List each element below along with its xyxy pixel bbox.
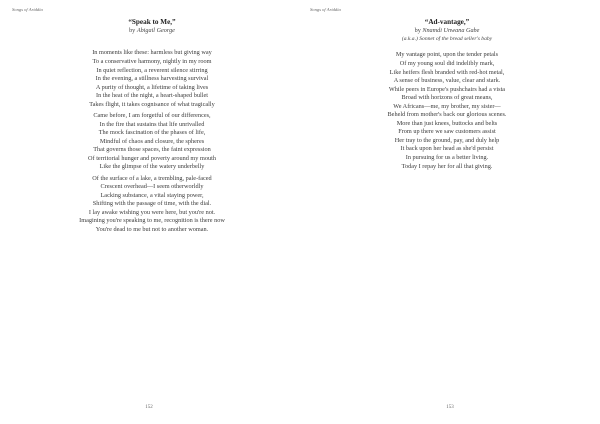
poem-line: In the heat of the night, a heart-shaped bullet xyxy=(96,92,208,100)
poem-subtitle: (a.k.a.) Sonnet of the bread seller's baby xyxy=(401,36,493,43)
poem-ad-vantage xyxy=(308,18,586,171)
poem-line: In moments like these: harmless but giving way xyxy=(92,49,212,57)
poem-author: Nnamdi Unwana Gabe xyxy=(422,27,480,34)
poem-line: Crescent overhead—I seem otherworldly xyxy=(100,183,204,191)
poem-line: A sense of business, value, clear and stark. xyxy=(393,77,501,85)
page-number: 152 xyxy=(145,405,153,410)
poem-line: Of my young soul did indelibly mark, xyxy=(399,59,495,67)
poem-line: The mock fascination of the phases of life, xyxy=(98,129,206,137)
poem-byline xyxy=(308,27,586,35)
byline-by: by xyxy=(414,27,421,34)
poem-line: In the evening, a stillness harvesting survival xyxy=(95,75,209,83)
running-head: Songs of Ariddia xyxy=(310,7,341,12)
poem-line: A purity of thought, a lifetime of taking lives xyxy=(95,83,209,91)
poem-line: In pursuing for us a better living. xyxy=(405,153,489,161)
poem-line: Like heifers flesh branded with red-hot metal, xyxy=(389,68,505,76)
poem-speak-to-me xyxy=(20,18,284,234)
poem-line: Came before, I am forgetful of our differences, xyxy=(93,112,211,120)
poem-line: To a conservative harmony, nightly in my room xyxy=(92,57,212,65)
poem-line: Of territorial hunger and poverty around my mouth xyxy=(88,154,216,162)
stanza xyxy=(20,49,284,109)
poem-line: In the fire that sustains that life unrivalled xyxy=(99,120,205,128)
poem-line: Today I repay her for all that giving. xyxy=(401,162,493,170)
page-number: 153 xyxy=(446,405,454,410)
poem-line: Lacking substance, a vital staying power, xyxy=(100,191,204,199)
poem-line: Imagining you're speaking to me, recognition is there now xyxy=(79,217,225,225)
running-head: Songs of Ariddia xyxy=(12,7,43,12)
poem-line: That governs those spaces, the faint expression xyxy=(93,146,211,154)
poem-line: More than just knees, buttocks and belts xyxy=(396,119,498,127)
byline-by: by xyxy=(129,27,136,34)
stanza xyxy=(20,112,284,172)
poem-line: Takes flight, it takes cognisance of what tragically xyxy=(89,100,215,108)
poem-line: Broad with horizons of great means, xyxy=(401,94,493,102)
poem-line: My vantage point, upon the tender petals xyxy=(395,51,499,59)
poem-line: I lay awake wishing you were here, but you're not. xyxy=(88,208,216,216)
poem-line: Of the surface of a lake, a trembling, pale-faced xyxy=(92,174,212,182)
poem-line: We Africans—me, my brother, my sister— xyxy=(393,102,501,110)
poem-line: Beheld from mother's back our glorious scenes. xyxy=(387,111,507,119)
poem-line: Mindful of chaos and closure, the spheres xyxy=(99,137,205,145)
poem-line: In quiet reflection, a reverent silence stirring xyxy=(96,66,208,74)
poem-line: It back upon her head as she'd persist xyxy=(400,145,494,153)
poem-byline xyxy=(20,27,284,35)
poem-line: From up there we saw customers assist xyxy=(398,128,496,136)
poem-author: Abigail George xyxy=(136,27,175,34)
poem-line: Shifting with the passage of time, with the dial. xyxy=(92,200,212,208)
poem-line: Like the glimpse of the watery underbelly xyxy=(99,163,205,171)
poem-title: “Ad-vantage,” xyxy=(424,18,470,26)
poem-title: “Speak to Me,” xyxy=(128,18,176,26)
stanza xyxy=(20,175,284,235)
poem-line: While peers in Europe's pushchairs had a vista xyxy=(388,85,506,93)
poem-line: You're dead to me but not to another woman. xyxy=(95,225,209,233)
poem-line: Her tray to the ground, pay, and duly help xyxy=(394,136,500,144)
stanza xyxy=(308,51,586,171)
right-page xyxy=(300,0,600,424)
